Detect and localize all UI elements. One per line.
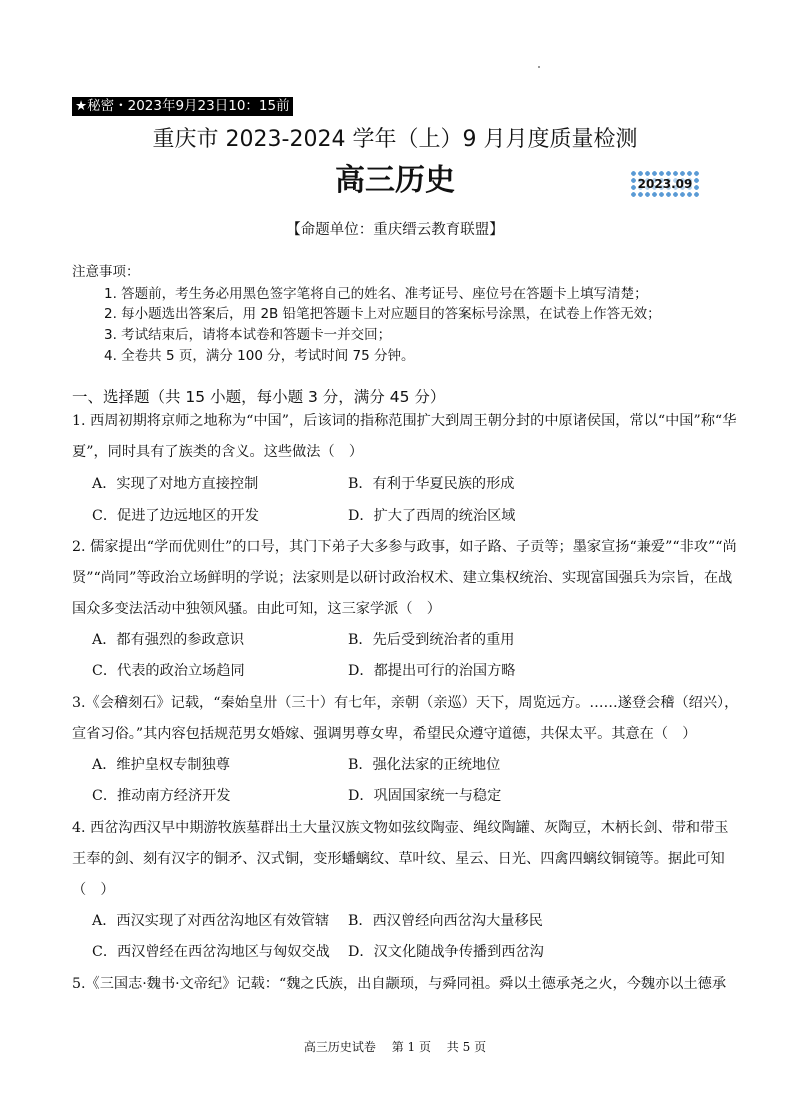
question-text-line: 宣省习俗。”其内容包括规范男女婚嫁、强调男尊女卑，希望民众遵守道德，共保太平。其意在（ ） — [72, 726, 697, 742]
note-item: 2. 每小题选出答案后，用 2B 铅笔把答题卡上对应题目的答案标号涂黑，在试卷上作答无效； — [104, 306, 661, 322]
note-item: 3. 考试结束后，请将本试卷和答题卡一并交回； — [104, 327, 392, 343]
section-heading: 一、选择题（共 15 小题，每小题 3 分，满分 45 分） — [72, 388, 446, 406]
question-text-line: 1. 西周初期将京师之地称为“中国”，后该词的指称范围扩大到周王朝分封的中原诸侯国，常以“中国”称“华 — [72, 413, 737, 429]
question-text-line: 国众多变法活动中独领风骚。由此可知，这三家学派（ ） — [72, 601, 441, 617]
notes-heading: 注意事项： — [72, 264, 140, 280]
option-b: B．先后受到统治者的重用 — [348, 632, 515, 648]
option-a: A．都有强烈的参政意识 — [92, 632, 245, 648]
date-stamp — [630, 170, 700, 198]
question-text-line: 5.《三国志·魏书·文帝纪》记载：“魏之氏族，出自颛顼，与舜同祖。舜以土德承尧之火，今魏亦以土德承 — [72, 976, 727, 992]
option-a: A．西汉实现了对西岔沟地区有效管辖 — [92, 913, 330, 929]
option-d: D．扩大了西周的统治区域 — [348, 508, 516, 524]
subject-title: 高三历史 — [335, 163, 455, 198]
option-b: B．强化法家的正统地位 — [348, 757, 501, 773]
option-c: C．促进了边远地区的开发 — [92, 508, 259, 524]
note-item: 1. 答题前，考生务必用黑色签字笔将自己的姓名、准考证号、座位号在答题卡上填写清楚； — [104, 286, 648, 302]
question-text-line: 2. 儒家提出“学而优则仕”的口号，其门下弟子大多参与政事，如子路、子贡等；墨家宣扬“兼爱”“非攻”“尚 — [72, 539, 737, 555]
secret-badge: ★秘密・2023年9月23日10：15前 — [72, 97, 293, 116]
option-b: B．西汉曾经向西岔沟大量移民 — [348, 913, 543, 929]
author-unit: 【命题单位：重庆缙云教育联盟】 — [286, 222, 504, 238]
question-text-line: 3.《会稽刻石》记载，“秦始皇卅（三十）有七年，亲朝（亲巡）天下，周览远方。……遂登会稽（绍兴）， — [72, 695, 739, 711]
page-footer: 高三历史试卷 第 1 页 共 5 页 — [303, 1040, 487, 1054]
option-c: C．西汉曾经在西岔沟地区与匈奴交战 — [92, 944, 330, 960]
exam-title: 重庆市 2023-2024 学年（上）9 月月度质量检测 — [152, 127, 638, 152]
option-d: D．都提出可行的治国方略 — [348, 663, 516, 679]
option-c: C．代表的政治立场趋同 — [92, 663, 245, 679]
date-stamp-text: 2023.09 — [637, 177, 693, 191]
option-d: D．巩固国家统一与稳定 — [348, 788, 502, 804]
question-text-line: （ ） — [72, 882, 115, 898]
question-text-line: 4. 西岔沟西汉早中期游牧族墓群出土大量汉族文物如弦纹陶壶、绳纹陶罐、灰陶豆，木柄长剑、带和带玉 — [72, 820, 729, 836]
question-text-line: 夏”，同时具有了族类的含义。这些做法（ ） — [72, 444, 364, 460]
scan-speck — [538, 66, 540, 68]
option-d: D．汉文化随战争传播到西岔沟 — [348, 944, 544, 960]
option-a: A．维护皇权专制独尊 — [92, 757, 230, 773]
question-text-line: 王奉的剑、刻有汉字的铜矛、汉式铜，变形蟠螭纹、草叶纹、星云、日光、四禽四螭纹铜镜等。据此可知 — [72, 851, 725, 867]
option-a: A．实现了对地方直接控制 — [92, 476, 259, 492]
option-c: C．推动南方经济开发 — [92, 788, 231, 804]
question-text-line: 贤”“尚同”等政治立场鲜明的学说；法家则是以研讨政治权术、建立集权统治、实现富国强兵为宗旨，在战 — [72, 570, 733, 586]
option-b: B．有利于华夏民族的形成 — [348, 476, 515, 492]
note-item: 4. 全卷共 5 页，满分 100 分，考试时间 75 分钟。 — [104, 348, 415, 364]
